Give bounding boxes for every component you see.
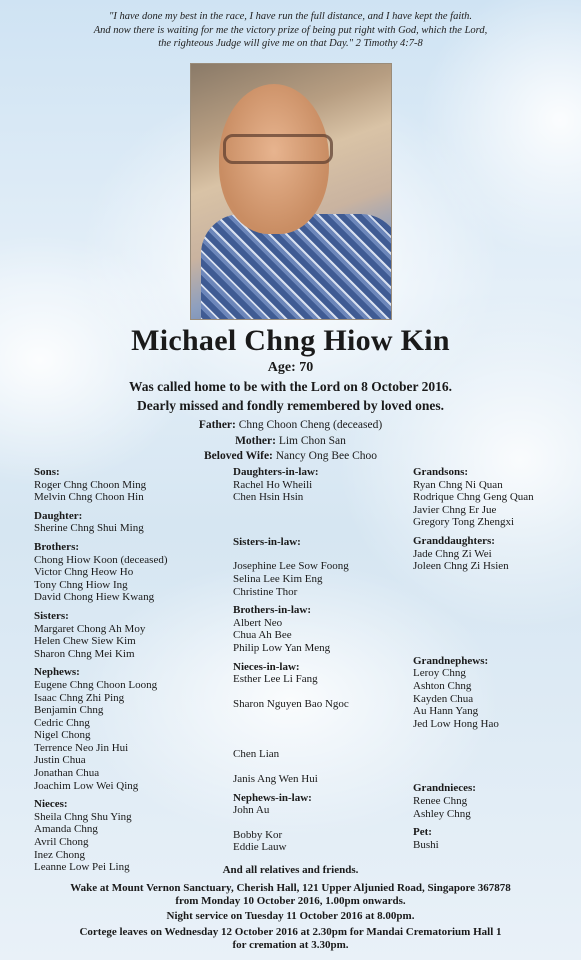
- relatives-line: And all relatives and friends.: [222, 864, 359, 876]
- list-item: Janis Ang Wen Hui: [233, 772, 318, 785]
- daughter-heading: Daughter:: [34, 509, 83, 522]
- cortege-line: for cremation at 3.30pm.: [232, 938, 349, 951]
- list-item: Esther Lee Li Fang: [233, 673, 318, 686]
- father-name: Chng Choon Cheng (deceased): [238, 419, 383, 431]
- list-item: Sherine Chng Shui Ming: [34, 522, 144, 535]
- list-item: Chen Lian: [233, 748, 280, 761]
- wife-label: Beloved Wife:: [203, 450, 273, 462]
- list-item: Roger Chng Choon Ming: [34, 478, 147, 491]
- list-item: Sheila Chng Shu Ying: [34, 810, 132, 823]
- wake-line: Wake at Mount Vernon Sanctuary, Cherish Hall, 121 Upper Aljunied Road, Singapore 367878: [70, 882, 511, 894]
- quote-line: And now there is waiting for me the victory prize of being put right with God, which the Lord,: [93, 24, 488, 36]
- deceased-name: Michael Chng Hiow Kin: [131, 324, 450, 357]
- list-item: Terrence Neo Jin Hui: [34, 741, 129, 754]
- list-item: Ashton Chng: [413, 679, 472, 692]
- parents-block: [0, 418, 581, 465]
- age: Age: 70: [267, 360, 314, 375]
- pet-heading: Pet:: [413, 826, 432, 839]
- list-item: Inez Chong: [34, 848, 86, 861]
- list-item: Benjamin Chng: [34, 704, 104, 717]
- list-item: Tony Chng Hiow Ing: [34, 578, 128, 591]
- wife-name: Nancy Ong Bee Choo: [275, 450, 377, 462]
- list-item: Jed Low Hong Hao: [413, 717, 499, 730]
- list-item: Gregory Tong Zhengxi: [413, 516, 515, 529]
- list-item: Christine Thor: [233, 585, 298, 598]
- list-item: Ashley Chng: [413, 807, 471, 820]
- list-item: Eugene Chng Choon Loong: [34, 678, 158, 691]
- list-item: Chua Ah Bee: [233, 629, 292, 642]
- granddaughters-heading: Granddaughters:: [413, 534, 495, 547]
- father-label: Father:: [198, 419, 236, 431]
- sons-heading: Sons:: [34, 466, 60, 478]
- grandsons-heading: Grandsons:: [413, 466, 469, 478]
- remembered-line: Dearly missed and fondly remembered by loved ones.: [137, 398, 444, 413]
- quote-line: the righteous Judge will give me on that Day." 2 Timothy 4:7-8: [158, 38, 423, 49]
- list-item: Javier Chng Er Jue: [413, 503, 497, 516]
- wake-line: from Monday 10 October 2016, 1.00pm onwards.: [175, 894, 406, 907]
- list-item: Eddie Lauw: [233, 841, 287, 854]
- cortege-line: Cortege leaves on Wednesday 12 October 2016 at 2.30pm for Mandai Crematorium Hall 1: [79, 926, 502, 938]
- list-item: Amanda Chng: [34, 823, 98, 836]
- mother-label: Mother:: [235, 434, 276, 447]
- list-item: Philip Low Yan Meng: [233, 641, 331, 654]
- list-item: Jade Chng Zi Wei: [413, 547, 492, 560]
- list-item: Rachel Ho Wheili: [233, 478, 313, 491]
- list-item: Joleen Chng Zi Hsien: [413, 560, 509, 573]
- list-item: Victor Chng Heow Ho: [34, 566, 134, 579]
- list-item: Rodrique Chng Geng Quan: [413, 491, 534, 504]
- list-item: Bushi: [413, 838, 439, 851]
- list-item: Jonathan Chua: [34, 767, 100, 780]
- family-column-2: [233, 466, 349, 854]
- scripture-quote: [30, 10, 551, 51]
- quote-line: "I have done my best in the race, I have run the full distance, and I have kept the faith.: [108, 11, 473, 22]
- list-item: John Au: [233, 804, 270, 817]
- nieces-heading: Nieces:: [34, 798, 68, 811]
- sisters-in-law-heading: Sisters-in-law:: [233, 535, 301, 548]
- brothers-in-law-heading: Brothers-in-law:: [233, 604, 312, 617]
- list-item: Joachim Low Wei Qing: [34, 779, 139, 792]
- list-item: Margaret Chong Ah Moy: [34, 622, 146, 635]
- nephews-heading: Nephews:: [34, 666, 80, 679]
- list-item: Kayden Chua: [413, 692, 474, 705]
- wake-details: [0, 882, 581, 907]
- grandnieces-heading: Grandnieces:: [413, 782, 476, 795]
- nieces-in-law-heading: Nieces-in-law:: [233, 660, 300, 673]
- called-home-line: Was called home to be with the Lord on 8 October 2016.: [129, 379, 452, 394]
- daughters-in-law-heading: Daughters-in-law:: [233, 466, 319, 478]
- list-item: Chong Hiow Koon (deceased): [34, 553, 168, 566]
- list-item: David Chong Hiew Kwang: [34, 591, 155, 604]
- grandnephews-heading: Grandnephews:: [413, 654, 489, 667]
- list-item: Melvin Chng Choon Hin: [34, 491, 144, 504]
- list-item: Leroy Chng: [413, 667, 466, 680]
- brothers-heading: Brothers:: [34, 540, 80, 553]
- list-item: Cedric Chng: [34, 716, 90, 729]
- list-item: Ryan Chng Ni Quan: [413, 478, 503, 491]
- list-item: Helen Chew Siew Kim: [34, 635, 136, 648]
- sisters-heading: Sisters:: [34, 609, 69, 622]
- family-column-1: [34, 466, 168, 874]
- list-item: Albert Neo: [233, 616, 283, 629]
- list-item: Sharon Nguyen Bao Ngoc: [233, 697, 349, 710]
- list-item: Chen Hsin Hsin: [233, 491, 304, 504]
- portrait-photo: [190, 63, 392, 320]
- list-item: Isaac Chng Zhi Ping: [34, 691, 125, 704]
- family-column-3: [413, 466, 534, 851]
- list-item: Leanne Low Pei Ling: [34, 861, 130, 874]
- night-service-line: Night service on Tuesday 11 October 2016 at 8.00pm.: [166, 910, 415, 922]
- list-item: Josephine Lee Sow Foong: [233, 560, 349, 573]
- mother-name: Lim Chon San: [278, 434, 346, 447]
- list-item: Bobby Kor: [233, 828, 283, 841]
- list-item: Justin Chua: [34, 754, 86, 767]
- list-item: Au Hann Yang: [413, 705, 479, 718]
- list-item: Renee Chng: [413, 794, 468, 807]
- nephews-in-law-heading: Nephews-in-law:: [233, 791, 312, 804]
- list-item: Selina Lee Kim Eng: [233, 572, 323, 585]
- list-item: Nigel Chong: [34, 729, 91, 742]
- list-item: Avril Chong: [34, 836, 89, 849]
- cortege-details: [0, 926, 581, 951]
- list-item: Sharon Chng Mei Kim: [34, 647, 135, 660]
